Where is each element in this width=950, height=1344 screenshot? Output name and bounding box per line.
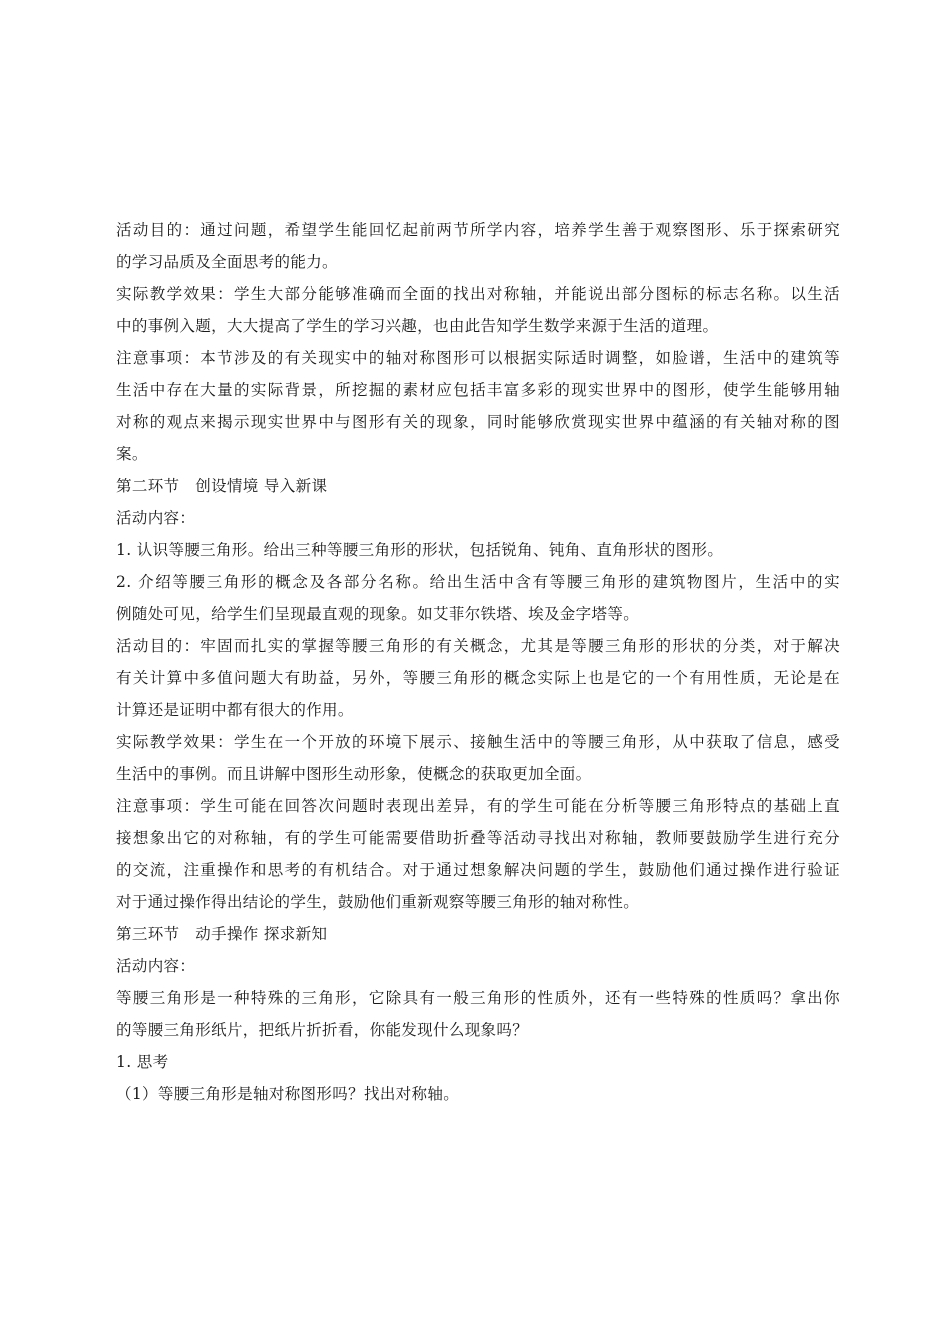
- text-line: 注意事项：本节涉及的有关现实中的轴对称图形可以根据实际适时调整，如脸谱，生活中的建筑等: [116, 349, 840, 367]
- text-line: 对称的观点来揭示现实世界中与图形有关的现象，同时能够欣赏现实世界中蕴涵的有关轴对称的图: [116, 413, 840, 431]
- text-line: 计算还是证明中都有很大的作用。: [116, 701, 354, 719]
- text-line: 接想象出它的对称轴，有的学生可能需要借助折叠等活动寻找出对称轴，教师要鼓励学生进行充分: [116, 829, 840, 847]
- text-line: 案。: [116, 445, 148, 463]
- text-line: 活动内容：: [116, 957, 196, 975]
- text-line: 中的事例入题，大大提高了学生的学习兴趣，也由此告知学生数学来源于生活的道理。: [116, 317, 719, 335]
- text-line: 活动内容：: [116, 509, 196, 527]
- list-item: 1. 认识等腰三角形。给出三种等腰三角形的形状，包括锐角、钝角、直角形状的图形。: [116, 541, 724, 559]
- text-line: 对于通过操作得出结论的学生，鼓励他们重新观察等腰三角形的轴对称性。: [116, 893, 640, 911]
- text-line: 例随处可见，给学生们呈现最直观的现象。如艾菲尔铁塔、埃及金字塔等。: [116, 605, 640, 623]
- text-line: 注意事项：学生可能在回答次问题时表现出差异，有的学生可能在分析等腰三角形特点的基础上直: [116, 797, 840, 815]
- list-item: 2. 介绍等腰三角形的概念及各部分名称。给出生活中含有等腰三角形的建筑物图片，生活中的实: [116, 573, 840, 591]
- text-line: 活动目的：牢固而扎实的掌握等腰三角形的有关概念，尤其是等腰三角形的形状的分类，对于解决: [116, 637, 840, 655]
- text-line: 的学习品质及全面思考的能力。: [116, 253, 338, 271]
- text-line: 有关计算中多值问题大有助益，另外，等腰三角形的概念实际上也是它的一个有用性质，无论是在: [116, 669, 840, 687]
- text-line: 活动目的：通过问题，希望学生能回忆起前两节所学内容，培养学生善于观察图形、乐于探索研究: [116, 221, 840, 239]
- text-line: 实际教学效果：学生大部分能够准确而全面的找出对称轴，并能说出部分图标的标志名称。以生活: [116, 285, 840, 303]
- document-body: [116, 214, 840, 1110]
- section-heading: 第二环节 创设情境 导入新课: [116, 477, 328, 495]
- text-line: 的等腰三角形纸片，把纸片折折看，你能发现什么现象吗？: [116, 1021, 529, 1039]
- text-line: 的交流，注重操作和思考的有机结合。对于通过想象解决问题的学生，鼓励他们通过操作进行验证: [116, 861, 840, 879]
- list-item: （1）等腰三角形是轴对称图形吗？找出对称轴。: [116, 1085, 460, 1103]
- text-line: 等腰三角形是一种特殊的三角形，它除具有一般三角形的性质外，还有一些特殊的性质吗？拿出你: [116, 989, 840, 1007]
- list-item: 1. 思考: [116, 1053, 169, 1071]
- text-line: 生活中存在大量的实际背景，所挖掘的素材应包括丰富多彩的现实世界中的图形，使学生能够用轴: [116, 381, 840, 399]
- text-line: 生活中的事例。而且讲解中图形生动形象，使概念的获取更加全面。: [116, 765, 592, 783]
- section-heading: 第三环节 动手操作 探求新知: [116, 925, 328, 943]
- text-line: 实际教学效果：学生在一个开放的环境下展示、接触生活中的等腰三角形，从中获取了信息，感受: [116, 733, 840, 751]
